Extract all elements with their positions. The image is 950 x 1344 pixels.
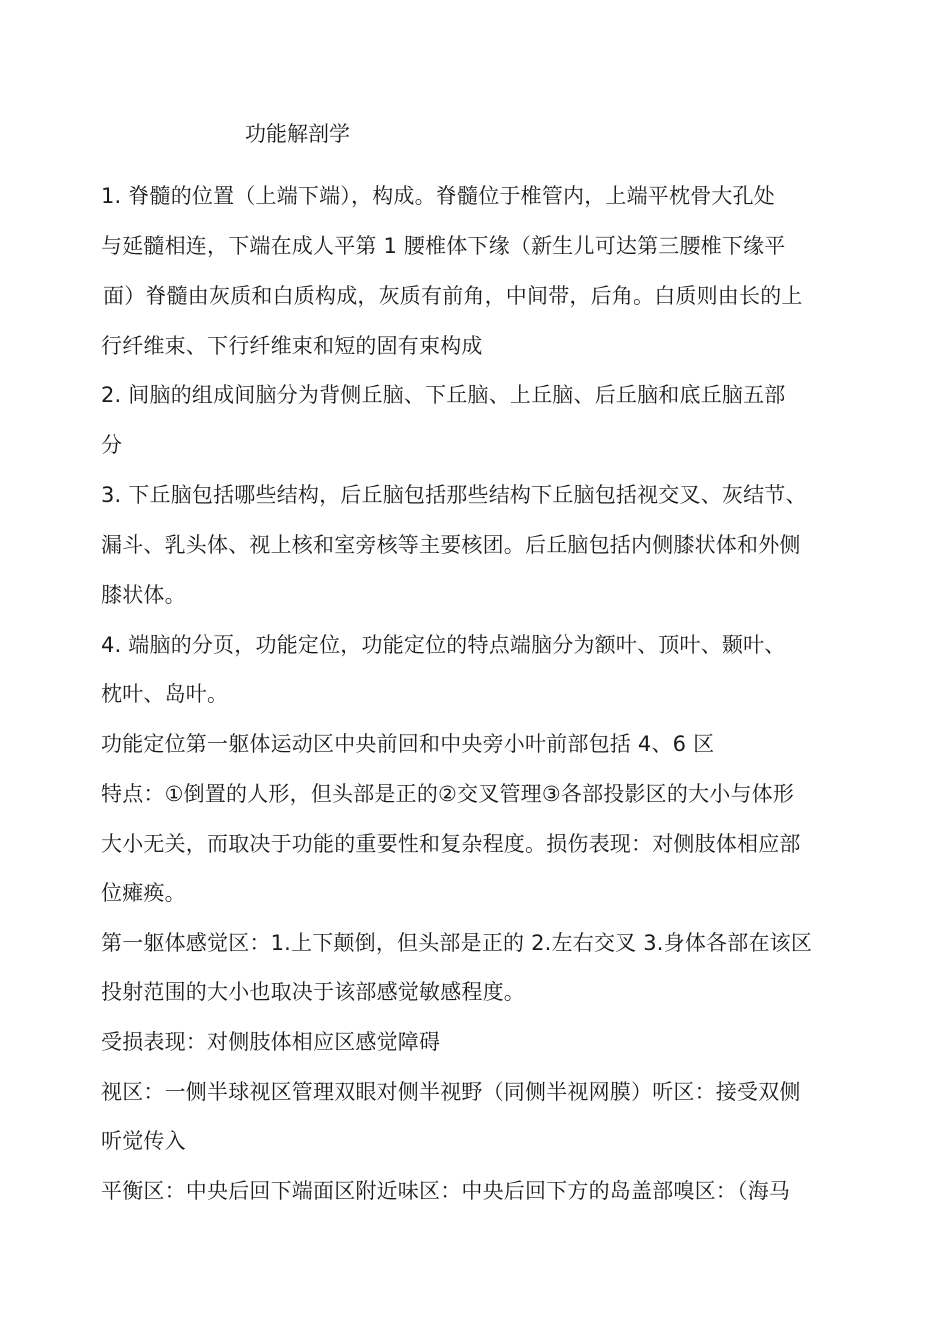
text-line-18: 受损表现：对侧肢体相应区感觉障碍 [101, 1030, 441, 1054]
text-line-19: 视区：一侧半球视区管理双眼对侧半视野（同侧半视网膜）听区：接受双侧 [101, 1080, 801, 1104]
text-line-16: 第一躯体感觉区：1.上下颠倒，但头部是正的 2.左右交叉 3.身体各部在该区 [101, 931, 813, 955]
text-line-12: 功能定位第一躯体运动区中央前回和中央旁小叶前部包括 4、6 区 [101, 732, 715, 756]
text-line-6: 分 [101, 433, 123, 457]
text-line-17: 投射范围的大小也取决于该部感觉敏感程度。 [101, 980, 525, 1004]
document-title: 功能解剖学 [245, 122, 350, 146]
text-line-7: 3. 下丘脑包括哪些结构，后丘脑包括那些结构下丘脑包括视交叉、灰结节、 [101, 483, 807, 507]
text-line-2: 与延髓相连，下端在成人平第 1 腰椎体下缘（新生儿可达第三腰椎下缘平 [101, 234, 786, 258]
text-line-8: 漏斗、乳头体、视上核和室旁核等主要核团。后丘脑包括内侧膝状体和外侧 [101, 533, 801, 557]
text-line-13: 特点：①倒置的人形，但头部是正的②交叉管理③各部投影区的大小与体形 [101, 782, 795, 806]
text-line-10: 4. 端脑的分页，功能定位，功能定位的特点端脑分为额叶、顶叶、颞叶、 [101, 633, 786, 657]
text-line-9: 膝状体。 [101, 583, 186, 607]
text-line-1: 1. 脊髓的位置（上端下端），构成。脊髓位于椎管内，上端平枕骨大孔处 [101, 184, 776, 208]
text-line-21: 平衡区：中央后回下端面区附近味区：中央后回下方的岛盖部嗅区：（海马 [101, 1179, 791, 1203]
text-line-20: 听觉传入 [101, 1129, 186, 1153]
text-line-5: 2. 间脑的组成间脑分为背侧丘脑、下丘脑、上丘脑、后丘脑和底丘脑五部 [101, 383, 786, 407]
text-line-15: 位瘫痪。 [101, 881, 186, 905]
text-line-11: 枕叶、岛叶。 [101, 682, 229, 706]
text-line-14: 大小无关，而取决于功能的重要性和复杂程度。损伤表现：对侧肢体相应部 [101, 832, 801, 856]
text-line-3: 面）脊髓由灰质和白质构成，灰质有前角，中间带，后角。白质则由长的上 [103, 284, 803, 308]
text-line-4: 行纤维束、下行纤维束和短的固有束构成 [101, 334, 483, 358]
